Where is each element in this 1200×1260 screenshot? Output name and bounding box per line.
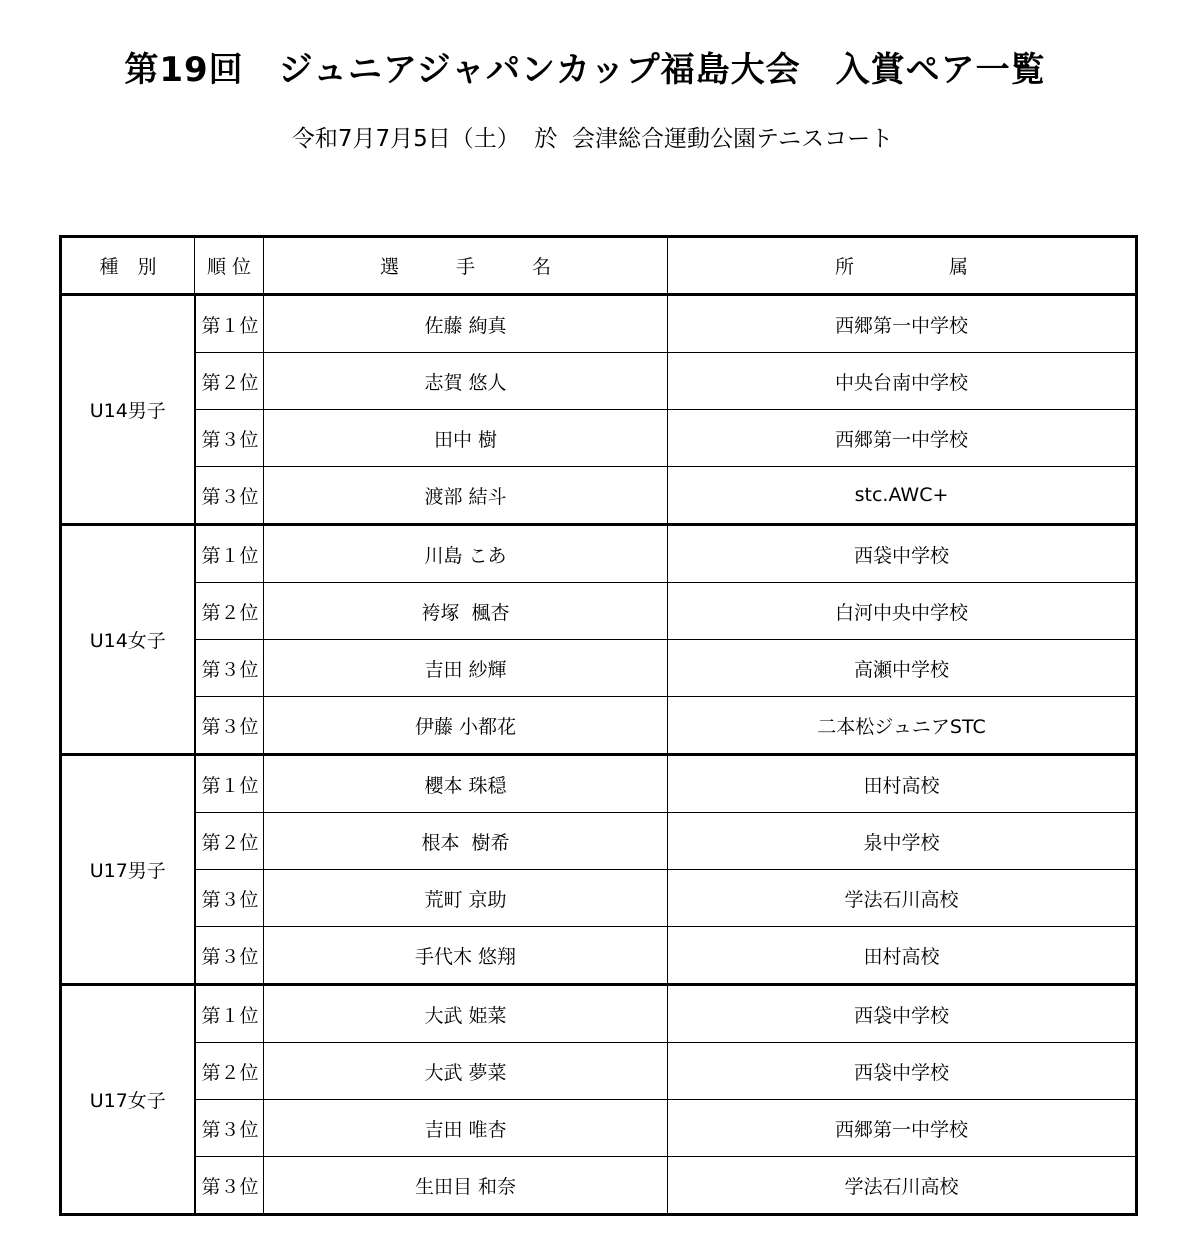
category-cell: U14女子	[61, 525, 195, 755]
player-cell: 大武 姫菜	[264, 985, 668, 1043]
table-row	[61, 755, 1137, 813]
affiliation-cell: 田村高校	[668, 755, 1137, 813]
group-u17-girls	[61, 985, 1137, 1215]
rank-cell: 第３位	[195, 410, 264, 467]
player-cell: 生田目 和奈	[264, 1157, 668, 1215]
table-row	[61, 295, 1137, 353]
player-cell: 渡部 結斗	[264, 467, 668, 525]
table-row	[61, 467, 1137, 525]
affiliation-cell: 西郷第一中学校	[668, 295, 1137, 353]
table-row	[61, 410, 1137, 467]
player-cell: 手代木 悠翔	[264, 927, 668, 985]
affiliation-cell: 西郷第一中学校	[668, 1100, 1137, 1157]
affiliation-cell: 西袋中学校	[668, 1043, 1137, 1100]
table-row	[61, 353, 1137, 410]
player-cell: 伊藤 小都花	[264, 697, 668, 755]
player-cell: 櫻本 珠穏	[264, 755, 668, 813]
category-cell: U17女子	[61, 985, 195, 1215]
rank-cell: 第１位	[195, 295, 264, 353]
group-u17-boys	[61, 755, 1137, 985]
table-row	[61, 640, 1137, 697]
table-row	[61, 813, 1137, 870]
category-cell: U17男子	[61, 755, 195, 985]
rank-cell: 第３位	[195, 870, 264, 927]
rank-cell: 第２位	[195, 583, 264, 640]
table-row	[61, 583, 1137, 640]
header-row	[61, 237, 1137, 295]
affiliation-cell: 西郷第一中学校	[668, 410, 1137, 467]
table-row	[61, 985, 1137, 1043]
header-affiliation: 所 属	[668, 237, 1137, 295]
table-row	[61, 1043, 1137, 1100]
player-cell: 川島 こあ	[264, 525, 668, 583]
rank-cell: 第３位	[195, 697, 264, 755]
player-cell: 田中 樹	[264, 410, 668, 467]
rank-cell: 第２位	[195, 1043, 264, 1100]
affiliation-cell: 中央台南中学校	[668, 353, 1137, 410]
rank-cell: 第１位	[195, 525, 264, 583]
affiliation-cell: 学法石川高校	[668, 870, 1137, 927]
table-row	[61, 1157, 1137, 1215]
rank-cell: 第３位	[195, 927, 264, 985]
header-player: 選 手 名	[264, 237, 668, 295]
player-cell: 志賀 悠人	[264, 353, 668, 410]
player-cell: 袴塚 楓杏	[264, 583, 668, 640]
document-title: 第19回 ジュニアジャパンカップ福島大会 入賞ペア一覧	[124, 50, 1046, 90]
group-u14-boys	[61, 295, 1137, 525]
rank-cell: 第３位	[195, 1157, 264, 1215]
player-cell: 荒町 京助	[264, 870, 668, 927]
affiliation-cell: 泉中学校	[668, 813, 1137, 870]
affiliation-cell: 白河中央中学校	[668, 583, 1137, 640]
player-cell: 根本 樹希	[264, 813, 668, 870]
affiliation-cell: 高瀬中学校	[668, 640, 1137, 697]
header-category: 種 別	[61, 237, 195, 295]
affiliation-cell: 二本松ジュニアSTC	[668, 697, 1137, 755]
event-date-venue: 令和7月7月5日（土） 於 会津総合運動公園テニスコート	[291, 126, 894, 152]
table-header	[61, 237, 1137, 295]
affiliation-cell: stc.AWC+	[668, 467, 1137, 525]
rank-cell: 第２位	[195, 353, 264, 410]
player-cell: 佐藤 絢真	[264, 295, 668, 353]
group-u14-girls	[61, 525, 1137, 755]
header-rank: 順 位	[195, 237, 264, 295]
player-cell: 吉田 唯杏	[264, 1100, 668, 1157]
rank-cell: 第３位	[195, 1100, 264, 1157]
affiliation-cell: 西袋中学校	[668, 985, 1137, 1043]
rank-cell: 第３位	[195, 467, 264, 525]
affiliation-cell: 学法石川高校	[668, 1157, 1137, 1215]
affiliation-cell: 西袋中学校	[668, 525, 1137, 583]
table-row	[61, 1100, 1137, 1157]
player-cell: 大武 夢菜	[264, 1043, 668, 1100]
rank-cell: 第２位	[195, 813, 264, 870]
affiliation-cell: 田村高校	[668, 927, 1137, 985]
table-row	[61, 870, 1137, 927]
player-cell: 吉田 紗輝	[264, 640, 668, 697]
rank-cell: 第３位	[195, 640, 264, 697]
rank-cell: 第１位	[195, 985, 264, 1043]
rank-cell: 第１位	[195, 755, 264, 813]
table-row	[61, 525, 1137, 583]
table-row	[61, 927, 1137, 985]
table-row	[61, 697, 1137, 755]
results-table	[59, 235, 1138, 1216]
category-cell: U14男子	[61, 295, 195, 525]
